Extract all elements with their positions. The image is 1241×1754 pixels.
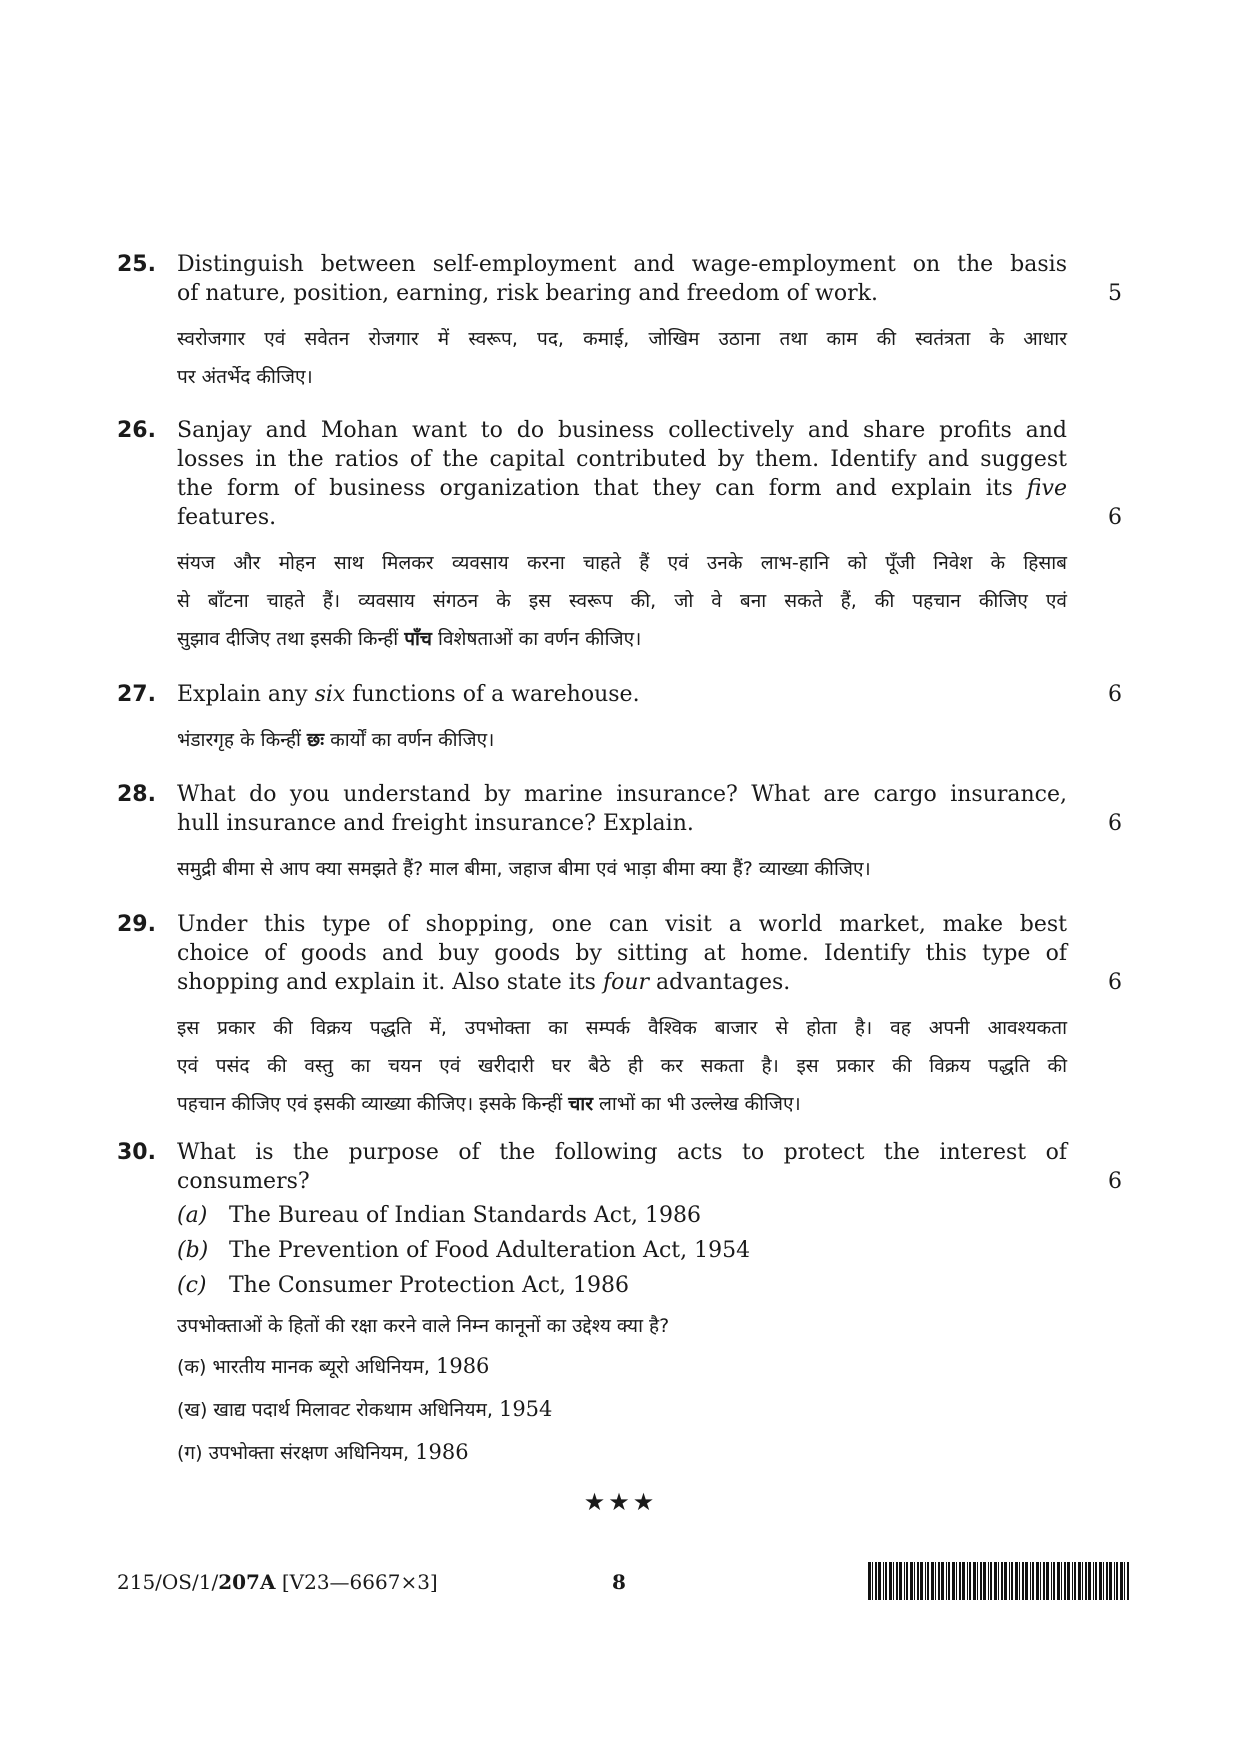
barcode-bar xyxy=(896,1562,898,1600)
question-number: 25. xyxy=(117,252,156,277)
barcode-bar xyxy=(1053,1562,1055,1600)
barcode-bar xyxy=(872,1562,873,1600)
barcode-bar xyxy=(952,1562,955,1600)
barcode-bar xyxy=(868,1562,871,1600)
question-text-english: Sanjay and Mohan want to do business collectively and share profits and losses in the ratios of the capital contributed by them. Identify and suggest the form of business organization that they can form and explain its five features. xyxy=(177,418,1067,530)
barcode-bar xyxy=(1001,1562,1003,1600)
hindi-sub-item: (ख) खाद्य पदार्थ मिलावट रोकथाम अधिनियम, 1954 xyxy=(177,1397,553,1421)
barcode-bar xyxy=(925,1562,926,1600)
barcode-bar xyxy=(1015,1562,1018,1600)
barcode-bar xyxy=(959,1562,961,1600)
barcode-bar xyxy=(938,1562,940,1600)
barcode-bar xyxy=(1009,1562,1010,1600)
barcode-bar xyxy=(1106,1562,1108,1600)
barcode-bar xyxy=(969,1562,971,1600)
hindi-sub-item: (ग) उपभोक्ता संरक्षण अधिनियम, 1986 xyxy=(177,1440,469,1464)
barcode-bar xyxy=(927,1562,929,1600)
barcode-bar xyxy=(906,1562,908,1600)
barcode-bar xyxy=(1067,1562,1070,1600)
barcode-bar xyxy=(1057,1562,1060,1600)
marks: 6 xyxy=(1108,1169,1122,1194)
barcode-bar xyxy=(1046,1562,1049,1600)
barcode-bar xyxy=(1051,1562,1052,1600)
question-text-english: Distinguish between self-employment and wage-employment on the basis of nature, position, earning, risk bearing and freedom of work. xyxy=(177,252,1067,306)
barcode-bar xyxy=(994,1562,997,1600)
question-number: 26. xyxy=(117,418,156,443)
barcode-bar xyxy=(914,1562,915,1600)
barcode-bar xyxy=(920,1562,923,1600)
barcode-bar xyxy=(1061,1562,1062,1600)
barcode-bar xyxy=(948,1562,950,1600)
barcode-bar xyxy=(935,1562,936,1600)
marks: 5 xyxy=(1108,281,1122,306)
barcode-bar xyxy=(1064,1562,1066,1600)
barcode-bar xyxy=(998,1562,999,1600)
barcode-bar xyxy=(1095,1562,1097,1600)
barcode-bar xyxy=(1116,1562,1118,1600)
barcode-bar xyxy=(1085,1562,1087,1600)
end-marker: ★★★ xyxy=(583,1488,658,1516)
barcode-bar xyxy=(1032,1562,1034,1600)
question-text-hindi: संयज और मोहन साथ मिलकर व्यवसाय करना चाहते हैं एवं उनके लाभ-हानि को पूँजी निवेश के हिसाब से बाँटना चाहते हैं। व्यवसाय संगठन के इस स्वरूप की, जो वे बना सकते हैं, की पहचान कीजिए एवं सुझाव दीजिए तथा इसकी किन्हीं पाँच विशेषताओं का वर्णन कीजिए। xyxy=(177,552,1067,650)
question-text-hindi: इस प्रकार की विक्रय पद्धति में, उपभोक्ता का सम्पर्क वैश्विक बाजार से होता है। वह अपनी आवश्यकता एवं पसंद की वस्तु का चयन एवं खरीदारी घर बैठे ही कर सकता है। इस प्रकार की विक्रय पद्धति की पहचान कीजिए एवं इसकी व्याख्या कीजिए। इसके किन्हीं चार लाभों का भी उल्लेख कीजिए। xyxy=(177,1017,1067,1115)
barcode-bar xyxy=(1093,1562,1094,1600)
barcode-bar xyxy=(1103,1562,1104,1600)
barcode-bar xyxy=(1114,1562,1115,1600)
barcode-bar xyxy=(1088,1562,1091,1600)
question-text-hindi: समुद्री बीमा से आप क्या समझते हैं? माल बीमा, जहाज बीमा एवं भाड़ा बीमा क्या हैं? व्याख्या कीजिए। xyxy=(177,858,871,880)
sub-item: (a) The Bureau of Indian Standards Act, 1986 xyxy=(177,1203,701,1228)
question-28 xyxy=(117,780,1122,888)
barcode-image xyxy=(868,1562,1132,1600)
question-number: 28. xyxy=(117,782,156,807)
question-25 xyxy=(117,250,1122,396)
barcode-bar xyxy=(1099,1562,1102,1600)
barcode-bar xyxy=(962,1562,965,1600)
barcode-bar xyxy=(1022,1562,1024,1600)
barcode-bar xyxy=(1124,1562,1125,1600)
question-text-english: What is the purpose of the following acts to protect the interest of consumers? xyxy=(177,1140,1067,1194)
question-number: 27. xyxy=(117,682,156,707)
barcode-bar xyxy=(973,1562,976,1600)
page-number: 8 xyxy=(612,1570,626,1594)
barcode-bar xyxy=(1025,1562,1028,1600)
paper-code: 215/OS/1/207A [V23—6667×3] xyxy=(117,1570,438,1594)
question-27 xyxy=(117,680,1122,759)
barcode-bar xyxy=(1082,1562,1083,1600)
barcode-bar xyxy=(1036,1562,1039,1600)
barcode-bar xyxy=(946,1562,947,1600)
barcode-bar xyxy=(1120,1562,1123,1600)
barcode-bar xyxy=(977,1562,978,1600)
question-text-english: Explain any six functions of a warehouse. xyxy=(177,682,640,707)
question-26 xyxy=(117,416,1122,658)
barcode-bar xyxy=(931,1562,934,1600)
barcode-bar xyxy=(893,1562,894,1600)
question-29 xyxy=(117,910,1122,1123)
marks: 6 xyxy=(1108,970,1122,995)
barcode-bar xyxy=(875,1562,877,1600)
marks: 6 xyxy=(1108,682,1122,707)
barcode-bar xyxy=(967,1562,968,1600)
question-text-hindi: स्वरोजगार एवं सवेतन रोजगार में स्वरूप, पद, कमाई, जोखिम उठाना तथा काम की स्वतंत्रता के आधार पर अंतर्भेद कीजिए। xyxy=(177,328,1067,388)
barcode-bar xyxy=(956,1562,957,1600)
marks: 6 xyxy=(1108,811,1122,836)
barcode-bar xyxy=(988,1562,989,1600)
barcode-bar xyxy=(1019,1562,1020,1600)
sub-item: (c) The Consumer Protection Act, 1986 xyxy=(177,1273,630,1298)
barcode-bar xyxy=(1078,1562,1081,1600)
question-number: 29. xyxy=(117,912,156,937)
barcode-bar xyxy=(899,1562,902,1600)
barcode-bar xyxy=(1074,1562,1076,1600)
barcode-bar xyxy=(990,1562,992,1600)
question-text-english: What do you understand by marine insurance? What are cargo insurance, hull insurance and freight insurance? Explain. xyxy=(177,782,1067,836)
barcode-bar xyxy=(1127,1562,1129,1600)
barcode-bar xyxy=(980,1562,982,1600)
barcode-bar xyxy=(878,1562,881,1600)
barcode-bar xyxy=(883,1562,884,1600)
barcode-bar xyxy=(889,1562,892,1600)
question-text-english: Under this type of shopping, one can visit a world market, make best choice of goods and buy goods by sitting at home. Identify this type of shopping and explain it. Also state its four advantages. xyxy=(177,912,1067,995)
question-text-hindi: भंडारगृह के किन्हीं छः कार्यों का वर्णन कीजिए। xyxy=(177,729,495,751)
barcode-bar xyxy=(1011,1562,1013,1600)
barcode-bar xyxy=(941,1562,944,1600)
barcode-bar xyxy=(917,1562,919,1600)
barcode-bar xyxy=(904,1562,905,1600)
barcode-bar xyxy=(1043,1562,1045,1600)
hindi-sub-item: (क) भारतीय मानक ब्यूरो अधिनियम, 1986 xyxy=(177,1354,490,1378)
barcode-bar xyxy=(1072,1562,1073,1600)
barcode-bar xyxy=(983,1562,986,1600)
question-30 xyxy=(117,1138,1122,1474)
question-text-hindi: उपभोक्ताओं के हितों की रक्षा करने वाले निम्न कानूनों का उद्देश्य क्या है? xyxy=(177,1315,670,1337)
barcode-bar xyxy=(885,1562,887,1600)
sub-item: (b) The Prevention of Food Adulteration Act, 1954 xyxy=(177,1238,751,1263)
barcode-bar xyxy=(1030,1562,1031,1600)
barcode-bar xyxy=(1004,1562,1007,1600)
marks: 6 xyxy=(1108,505,1122,530)
question-number: 30. xyxy=(117,1140,156,1165)
barcode-bar xyxy=(1040,1562,1041,1600)
barcode-bar xyxy=(1109,1562,1112,1600)
sub-item-list xyxy=(177,1198,1122,1303)
barcode-bar xyxy=(910,1562,913,1600)
hindi-sub-item-list xyxy=(177,1345,1122,1474)
